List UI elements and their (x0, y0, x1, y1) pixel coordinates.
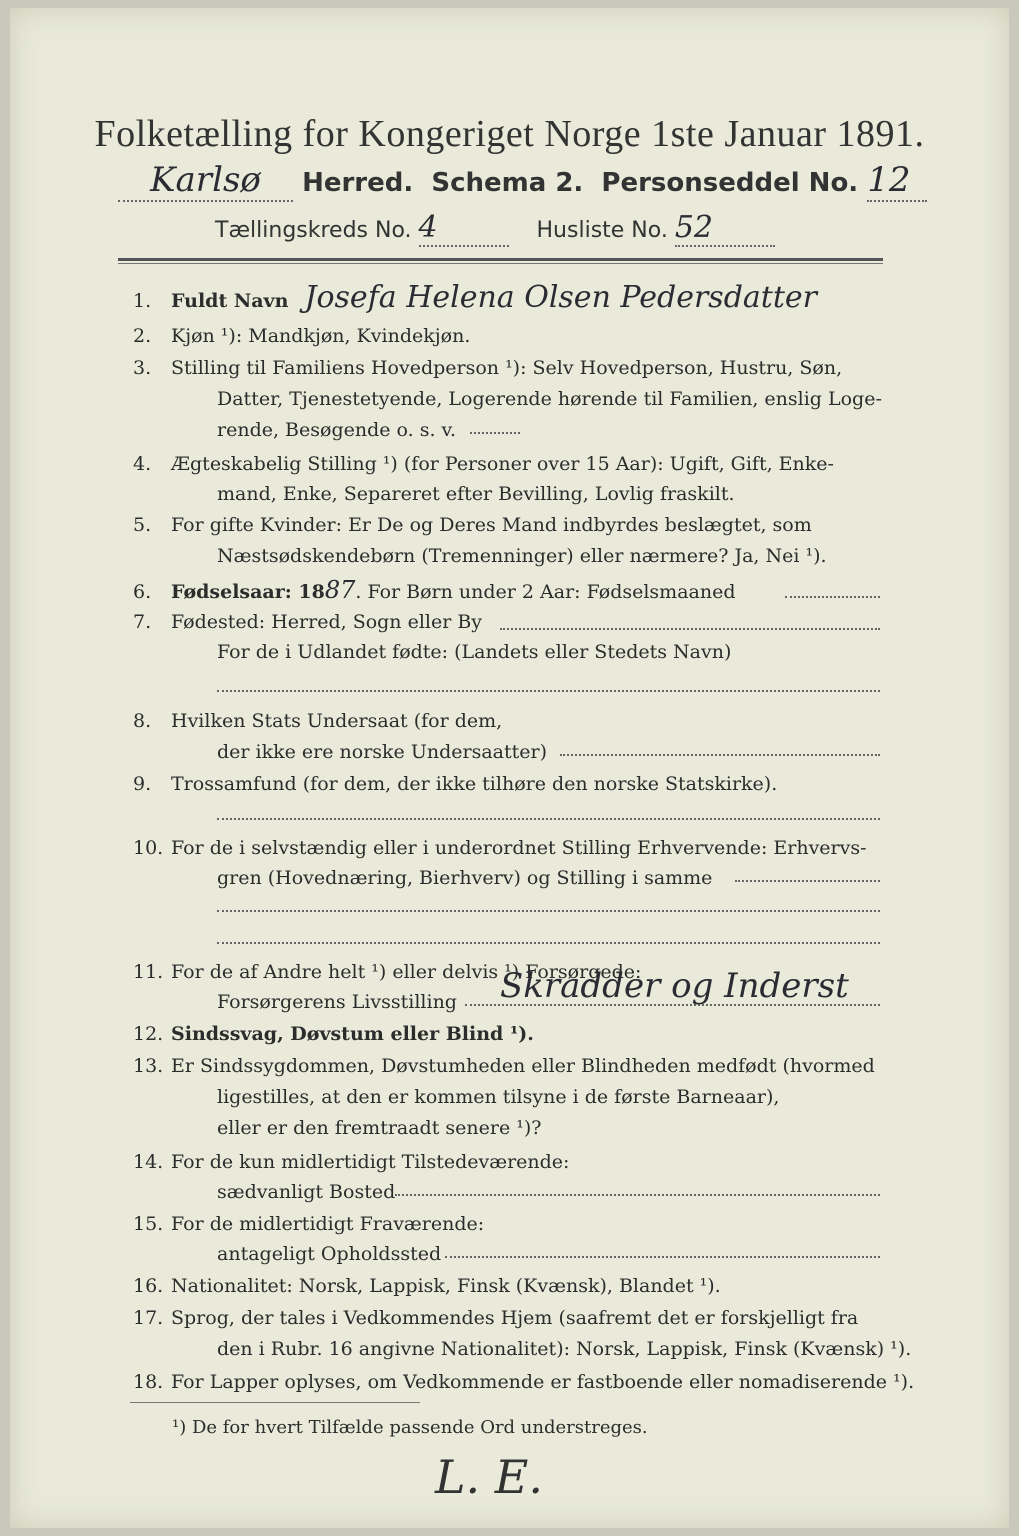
item-number: 3. (133, 357, 152, 379)
item-label: For de midlertidigt Fraværende: (171, 1213, 485, 1235)
item-label: Ægteskabelig Stilling ¹) (for Personer over 15 Aar): Ugift, Gift, Enke- (171, 453, 834, 475)
item-label: Hvilken Stats Undersaat (for dem, (171, 710, 503, 732)
item-5 (133, 513, 812, 537)
dotted-line (465, 1004, 880, 1006)
item-number: 11. (133, 961, 164, 983)
item-number: 5. (133, 514, 152, 536)
item-11-line2: Forsørgerens Livsstilling (217, 991, 457, 1013)
provider-occupation-value: Skradder og Inderst (500, 966, 849, 1006)
schema-label: Schema 2. (431, 168, 584, 198)
kreds-label: Tællingskreds No. (215, 218, 412, 243)
personseddel-value: 12 (867, 160, 927, 202)
dotted-line (217, 818, 880, 820)
item-number: 6. (133, 581, 152, 603)
dotted-line (217, 690, 880, 692)
dotted-line (500, 628, 880, 630)
item-label: Stilling til Familiens Hovedperson ¹): Selv Hovedperson, Hustru, Søn, (171, 357, 843, 379)
herred-label: Herred. (302, 168, 414, 198)
dotted-line (445, 1256, 880, 1258)
item-4-line2: mand, Enke, Separeret efter Bevilling, Lovlig fraskilt. (217, 483, 735, 505)
item-number: 18. (133, 1371, 164, 1393)
item-3-line3: rende, Besøgende o. s. v. (217, 419, 457, 441)
item-18 (133, 1370, 914, 1394)
item-3-line2: Datter, Tjenestetyende, Logerende hørende til Familien, enslig Loge- (217, 388, 882, 410)
header-rule (118, 258, 883, 261)
item-6 (133, 578, 736, 604)
dotted-line (395, 1194, 880, 1196)
item-9 (133, 772, 777, 796)
item-label: Nationalitet: Norsk, Lappisk, Finsk (Kvænsk), Blandet ¹). (171, 1275, 721, 1297)
item-10-line2: gren (Hovednæring, Bierhverv) og Stilling i samme (217, 867, 713, 889)
item-number: 10. (133, 837, 164, 859)
dotted-line (217, 942, 880, 944)
item-number: 16. (133, 1275, 164, 1297)
item-17-line2: den i Rubr. 16 angivne Nationalitet): Norsk, Lappisk, Finsk (Kvænsk) ¹). (217, 1338, 912, 1360)
item-10 (133, 836, 867, 860)
dotted-line (735, 880, 880, 882)
item-label: Fødested: Herred, Sogn eller By (171, 611, 483, 633)
item-15-line2: antageligt Opholdssted (217, 1243, 442, 1265)
footnote: ¹) De for hvert Tilfælde passende Ord understreges. (172, 1417, 648, 1438)
herred-line (118, 160, 927, 202)
item-label: Fødselsaar: 18 (171, 581, 325, 603)
header-rule-thin (118, 263, 883, 264)
item-number: 9. (133, 773, 152, 795)
item-8 (133, 709, 502, 733)
item-label: Trossamfund (for dem, der ikke tilhøre den norske Statskirke). (171, 773, 778, 795)
dotted-line (470, 432, 520, 434)
item-17 (133, 1306, 858, 1330)
item-13 (133, 1054, 875, 1078)
item-number: 12. (133, 1023, 164, 1045)
item-4 (133, 452, 834, 476)
signature: L. E. (435, 1450, 543, 1504)
item-label: Er Sindssygdommen, Døvstumheden eller Blindheden medfødt (hvormed (171, 1055, 875, 1077)
item-label: For de af Andre helt ¹) eller delvis ¹) Forsørgede: (171, 961, 642, 983)
item-8-line2: der ikke ere norske Undersaatter) (217, 741, 547, 763)
kreds-value: 4 (419, 210, 509, 247)
item-label: Fuldt Navn (171, 290, 289, 312)
item-label: Kjøn ¹): Mandkjøn, Kvindekjøn. (171, 325, 471, 347)
footnote-rule (130, 1402, 420, 1403)
item-number: 7. (133, 611, 152, 633)
item-label: For Lapper oplyses, om Vedkommende er fastboende eller nomadiserende ¹). (171, 1371, 915, 1393)
item-label: For de i selvstændig eller i underordnet Stilling Erhvervende: Erhvervs- (171, 837, 867, 859)
husliste-label: Husliste No. (536, 218, 668, 243)
form-title: Folketælling for Kongeriget Norge 1ste Januar 1891. (94, 113, 925, 155)
item-number: 8. (133, 710, 152, 732)
dotted-line (217, 910, 880, 912)
item-number: 15. (133, 1213, 164, 1235)
item-label: Sindssvag, Døvstum eller Blind ¹). (171, 1023, 534, 1045)
item-6-rest: . For Børn under 2 Aar: Fødselsmaaned (355, 581, 736, 603)
birth-year-value: 87 (324, 576, 356, 604)
herred-value: Karlsø (150, 160, 261, 200)
item-7 (133, 610, 482, 634)
dotted-line (560, 754, 880, 756)
item-5-line2: Næstsødskendebørn (Tremenninger) eller nærmere? Ja, Nei ¹). (217, 545, 827, 567)
item-13-line2: ligestilles, at den er kommen tilsyne i de første Barneaar), (217, 1086, 780, 1108)
item-number: 2. (133, 325, 152, 347)
item-1 (133, 280, 818, 315)
item-14-line2: sædvanligt Bosted (217, 1181, 396, 1203)
item-14 (133, 1150, 569, 1174)
kreds-line (215, 210, 775, 247)
item-label: For de kun midlertidigt Tilstedeværende: (171, 1151, 570, 1173)
item-number: 4. (133, 453, 152, 475)
item-2 (133, 324, 470, 348)
personseddel-label: Personseddel No. (601, 168, 859, 198)
husliste-value: 52 (675, 210, 775, 247)
item-label: Sprog, der tales i Vedkommendes Hjem (saafremt det er forskjelligt fra (171, 1307, 859, 1329)
item-13-line3: eller er den fremtraadt senere ¹)? (217, 1117, 542, 1139)
item-number: 1. (133, 290, 152, 312)
item-number: 13. (133, 1055, 164, 1077)
item-7-line2: For de i Udlandet fødte: (Landets eller Stedets Navn) (217, 641, 732, 663)
item-3 (133, 356, 842, 380)
dotted-line (785, 596, 880, 598)
item-number: 17. (133, 1307, 164, 1329)
full-name-value: Josefa Helena Olsen Pedersdatter (304, 280, 818, 315)
item-label: For gifte Kvinder: Er De og Deres Mand indbyrdes beslægtet, som (171, 514, 812, 536)
item-16 (133, 1274, 721, 1298)
item-12 (133, 1022, 534, 1046)
item-number: 14. (133, 1151, 164, 1173)
item-15 (133, 1212, 484, 1236)
